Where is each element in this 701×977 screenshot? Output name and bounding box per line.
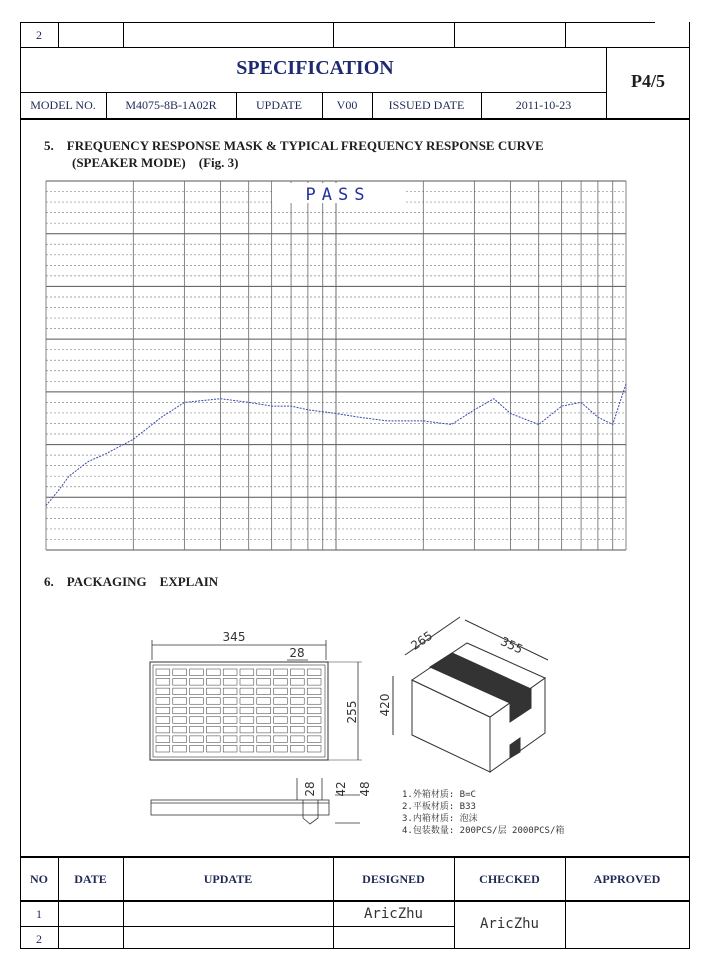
box-width-label: 355 (498, 634, 526, 657)
tray-cell (257, 707, 271, 714)
tray-cell (290, 669, 304, 676)
tray-side-drawing (151, 778, 360, 824)
tray-cell (274, 669, 288, 676)
tray-cell (190, 736, 204, 743)
tray-cell (206, 745, 220, 752)
tray-cell (290, 745, 304, 752)
tray-cell (190, 726, 204, 733)
tray-cell (156, 707, 170, 714)
tray-cell (257, 698, 271, 705)
tray-cell (307, 688, 321, 695)
tray-cell (156, 688, 170, 695)
tray-cell (223, 717, 237, 724)
footer-header-designed: DESIGNED (362, 872, 425, 886)
tray-cell (223, 688, 237, 695)
tray-cell (223, 698, 237, 705)
tray-cell (290, 688, 304, 695)
tray-cell (274, 745, 288, 752)
model-value: M4075-8B-1A02R (125, 98, 217, 112)
tray-cell (290, 679, 304, 686)
side-c-label: 48 (358, 781, 372, 797)
tray-height-label: 255 (345, 700, 359, 724)
tray-cell (240, 707, 254, 714)
footer-header-checked: CHECKED (479, 872, 540, 886)
tray-cell (173, 669, 187, 676)
tray-cell (190, 745, 204, 752)
tray-cell (173, 717, 187, 724)
footer-header-no: NO (30, 872, 48, 886)
tray-cell (173, 736, 187, 743)
tray-cell (240, 679, 254, 686)
tray-cell (274, 726, 288, 733)
tray-cell (206, 707, 220, 714)
page-title: SPECIFICATION (236, 57, 394, 79)
box-depth-label: 265 (408, 628, 436, 653)
tray-cell (307, 717, 321, 724)
tray-cell (307, 669, 321, 676)
tray-cell (223, 679, 237, 686)
tray-cell (274, 707, 288, 714)
update-value: V00 (336, 98, 358, 112)
footer-row-2: 2 (36, 932, 42, 946)
tray-cell (274, 717, 288, 724)
tray-cell (173, 679, 187, 686)
tray-cell (206, 679, 220, 686)
tray-cell (223, 745, 237, 752)
tray-cell (257, 736, 271, 743)
note-4: 4.包装数量: 200PCS/层 2000PCS/箱 (402, 826, 565, 836)
tray-cell (257, 717, 271, 724)
tray-cell (206, 698, 220, 705)
note-2: 2.平板材质: B33 (402, 802, 476, 812)
tray-cell (173, 698, 187, 705)
tray-cell (190, 698, 204, 705)
update-label: UPDATE (255, 98, 302, 112)
tray-cell (257, 745, 271, 752)
tray-cell (223, 707, 237, 714)
tray-cell (156, 669, 170, 676)
tray-cell (156, 717, 170, 724)
tray-cell (290, 717, 304, 724)
tray-cell (240, 745, 254, 752)
box-height-label: 420 (378, 693, 392, 717)
issued-value: 2011-10-23 (515, 98, 572, 112)
checked-signature: AricZhu (479, 916, 539, 932)
tray-cell (240, 688, 254, 695)
tray-cell (240, 669, 254, 676)
tray-cell (206, 736, 220, 743)
tray-cell (290, 726, 304, 733)
tray-cell (190, 679, 204, 686)
tray-cell (307, 698, 321, 705)
tray-cell (223, 736, 237, 743)
footer-header-approved: APPROVED (593, 872, 661, 886)
section6-heading: 6. PACKAGING EXPLAIN (44, 574, 219, 589)
tray-cell (240, 717, 254, 724)
section5-heading: 5. FREQUENCY RESPONSE MASK & TYPICAL FREQUENCY RESPONSE CURVE (44, 138, 544, 153)
tray-cell (206, 726, 220, 733)
tray-cell (240, 736, 254, 743)
tray-cell (173, 707, 187, 714)
footer-header-update: UPDATE (203, 872, 253, 886)
tray-cell (173, 688, 187, 695)
tray-cell (290, 707, 304, 714)
tray-cell (190, 688, 204, 695)
tray-cell (290, 736, 304, 743)
footer-row-1: 1 (36, 907, 42, 921)
issued-label: ISSUED DATE (388, 98, 465, 112)
tray-cell (257, 726, 271, 733)
tray-cell (274, 688, 288, 695)
tray-cell (257, 688, 271, 695)
tray-cell (156, 745, 170, 752)
tray-cell (173, 745, 187, 752)
tray-cell (307, 679, 321, 686)
designed-signature: AricZhu (363, 906, 423, 922)
chart-title: PASS (305, 185, 371, 205)
tray-cell (274, 736, 288, 743)
tray-cell (156, 698, 170, 705)
tray-cell (223, 669, 237, 676)
tray-cell (190, 707, 204, 714)
tray-cell (156, 679, 170, 686)
tray-width-label: 345 (222, 630, 246, 644)
tray-cell (274, 698, 288, 705)
tray-cell (307, 736, 321, 743)
tray-cell (240, 726, 254, 733)
note-3: 3.内箱材质: 泡沫 (402, 814, 478, 824)
tray-cell (240, 698, 254, 705)
tray-cell (307, 745, 321, 752)
tray-cell (257, 669, 271, 676)
tray-cell (206, 669, 220, 676)
top-row-no: 2 (36, 28, 42, 42)
tray-cell (307, 707, 321, 714)
side-b-label: 42 (334, 781, 348, 797)
tray-cell (206, 688, 220, 695)
section5-subheading: (SPEAKER MODE) (Fig. 3) (72, 155, 239, 170)
side-a-label: 28 (303, 781, 317, 797)
tray-cell (156, 736, 170, 743)
tray-cell (190, 669, 204, 676)
tray-cell (257, 679, 271, 686)
tray-cell (223, 726, 237, 733)
tray-cell (190, 717, 204, 724)
tray-cell (156, 726, 170, 733)
tray-cell (307, 726, 321, 733)
model-label: MODEL NO. (30, 98, 96, 112)
tray-cell-label: 28 (289, 646, 305, 660)
tray-cell (290, 698, 304, 705)
tray-cell (274, 679, 288, 686)
tray-drawing (150, 640, 362, 760)
footer-header-date: DATE (74, 872, 107, 886)
page-number: P4/5 (631, 71, 665, 91)
tray-cell (173, 726, 187, 733)
note-1: 1.外箱材质: B=C (402, 790, 476, 800)
tray-cell (206, 717, 220, 724)
